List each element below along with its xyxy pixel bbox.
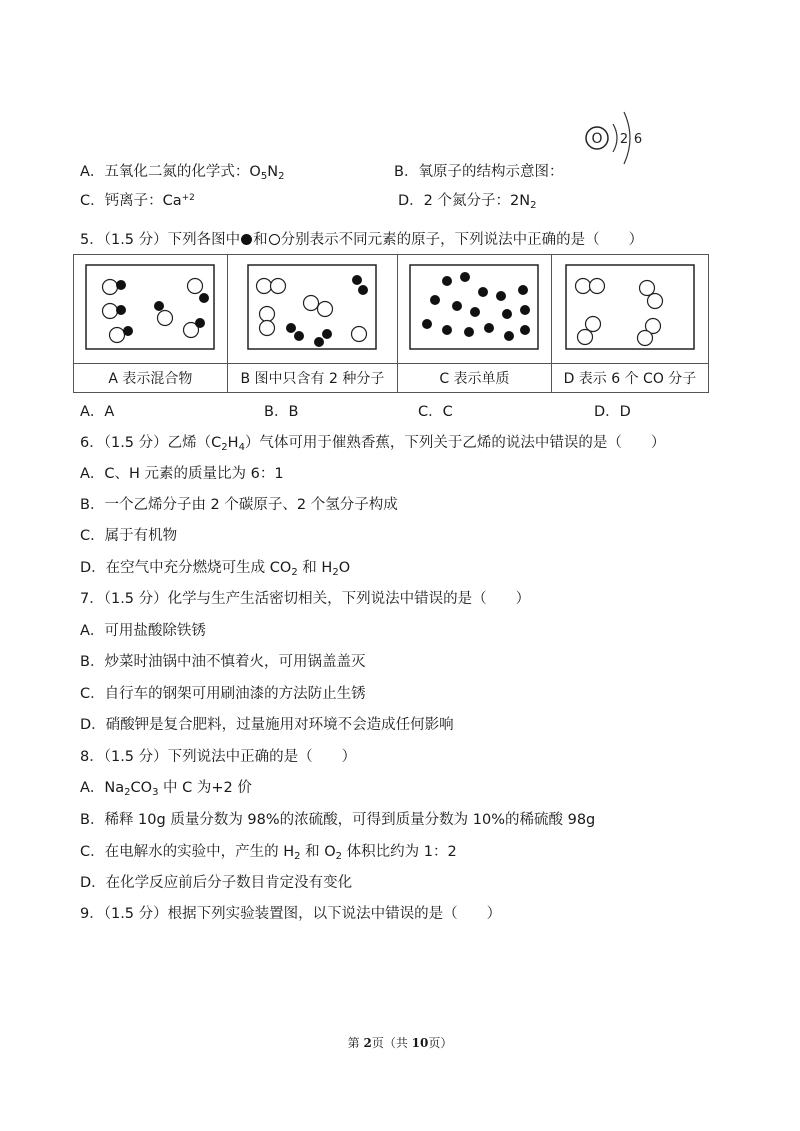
electron-shell-1-arc — [613, 124, 617, 152]
q8-option-c-c: 体积比约为 1：2 — [342, 844, 457, 860]
q6-option-d — [80, 556, 350, 577]
q8-option-d: D．在化学反应前后分子数目肯定没有变化 — [80, 875, 353, 891]
q6-stem — [80, 431, 665, 452]
q4-option-d-sub: 2 — [530, 200, 537, 211]
q8-option-c-sub1: 2 — [294, 851, 301, 862]
q8-option-b: B．稀释 10g 质量分数为 98%的浓硫酸，可得到质量分数为 10%的稀硫酸 98g — [80, 812, 596, 828]
diagram-d-molecules — [565, 264, 695, 350]
q6-stem-c: ）气体可用于催熟香蕉，下列关于乙烯的说法中错误的是（ ） — [244, 435, 666, 451]
q4-option-c-text: C．钙离子：Ca — [80, 193, 182, 209]
nucleus-label: O — [591, 131, 603, 147]
q8-option-c-sub2: 2 — [335, 851, 343, 862]
q6-stem-sub2: 4 — [238, 442, 245, 453]
footer-prefix: 第 — [347, 1036, 364, 1050]
q6-option-a: A．C、H 元素的质量比为 6：1 — [80, 466, 284, 482]
q5-answer-a: A．A — [80, 404, 115, 420]
q6-option-d-sub1: 2 — [291, 567, 298, 578]
q5-diagram-row — [74, 255, 709, 364]
q8-option-a-sub2: 3 — [152, 787, 159, 798]
diagram-c-element — [409, 264, 539, 350]
q6-option-d-sub2: 2 — [332, 567, 339, 578]
q4-option-c — [80, 189, 195, 210]
filled-atom-icon — [241, 234, 252, 245]
q6-option-d-c: O — [338, 560, 351, 576]
shell-2-count: 6 — [633, 132, 643, 147]
q5-caption-a: A 表示混合物 — [74, 364, 228, 393]
q5-answer-c: C．C — [418, 404, 453, 420]
q6-stem-sub1: 2 — [221, 442, 228, 453]
q5-answer-d: D．D — [594, 404, 631, 420]
shell-1-count: 2 — [619, 132, 629, 147]
q7-option-b: B．炒菜时油锅中油不慎着火，可用锅盖盖灭 — [80, 654, 366, 670]
q6-stem-b: H — [227, 435, 239, 451]
q4-option-c-sup: +2 — [181, 193, 195, 203]
q8-option-c-b: 和 O — [300, 844, 336, 860]
q8-option-a-sub1: 2 — [124, 787, 131, 798]
q5-particle-table — [73, 254, 709, 393]
footer-page-number: 2 — [363, 1036, 372, 1050]
q7-option-d: D．硝酸钾是复合肥料，过量施用对环境不会造成任何影响 — [80, 717, 454, 733]
q4-option-d — [398, 189, 536, 210]
q8-option-a-b: CO — [130, 780, 153, 796]
q5-diagram-d — [551, 255, 708, 364]
diagram-a-mixture — [85, 264, 215, 350]
q5-caption-d: D 表示 6 个 CO 分子 — [551, 364, 708, 393]
q4-option-a-sub1: 5 — [260, 171, 268, 182]
q4-option-a-sub2: 2 — [278, 171, 285, 182]
q8-stem: 8．（1.5 分）下列说法中正确的是（ ） — [80, 749, 357, 765]
q5-stem-b: 和 — [253, 232, 268, 248]
q6-option-d-a: D．在空气中充分燃烧可生成 CO — [80, 560, 292, 576]
q5-diagram-a — [74, 255, 228, 364]
q4-option-d-text: D．2 个氮分子：2N — [398, 193, 531, 209]
footer-middle: 页（共 — [371, 1036, 412, 1050]
q5-diagram-c — [398, 255, 552, 364]
q6-option-c: C．属于有机物 — [80, 528, 178, 544]
q5-caption-c: C 表示单质 — [398, 364, 552, 393]
q7-stem: 7．（1.5 分）化学与生产生活密切相关，下列说法中错误的是（ ） — [80, 591, 531, 607]
q4-option-a-text: A．五氧化二氮的化学式：O — [80, 164, 261, 180]
q6-option-d-b: 和 H — [297, 560, 333, 576]
q5-stem-c: 分别表示不同元素的原子，下列说法中正确的是（ ） — [280, 232, 644, 248]
q6-stem-a: 6．（1.5 分）乙烯（C — [80, 435, 222, 451]
q8-option-a-c: 中 C 为+2 价 — [158, 780, 252, 796]
q7-option-c: C．自行车的钢架可用刷油漆的方法防止生锈 — [80, 686, 366, 702]
footer-total-pages: 10 — [411, 1036, 429, 1050]
q5-answer-b: B．B — [264, 404, 299, 420]
q4-option-b: B．氧原子的结构示意图： — [394, 164, 564, 180]
q6-option-b: B．一个乙烯分子由 2 个碳原子、2 个氢分子构成 — [80, 497, 398, 513]
q8-option-a-a: A．Na — [80, 780, 125, 796]
q8-option-c-a: C．在电解水的实验中，产生的 H — [80, 844, 295, 860]
hollow-atom-icon — [269, 234, 280, 245]
q5-caption-b: B 图中只含有 2 种分子 — [227, 364, 397, 393]
q8-option-c — [80, 840, 457, 861]
q4-option-a-text2: N — [267, 164, 279, 180]
diagram-b-two-molecules — [247, 264, 377, 350]
page-footer — [0, 1034, 800, 1051]
q7-option-a: A．可用盐酸除铁锈 — [80, 623, 206, 639]
q5-stem — [80, 228, 643, 249]
q5-stem-a: 5．（1.5 分）下列各图中 — [80, 232, 241, 248]
q5-caption-row — [74, 364, 709, 393]
q5-diagram-b — [227, 255, 397, 364]
oxygen-atom-structure-diagram — [576, 98, 656, 172]
q4-option-a — [80, 160, 284, 181]
q8-option-a — [80, 776, 252, 797]
q9-stem: 9．（1.5 分）根据下列实验装置图，以下说法中错误的是（ ） — [80, 906, 502, 922]
footer-suffix: 页） — [428, 1036, 453, 1050]
